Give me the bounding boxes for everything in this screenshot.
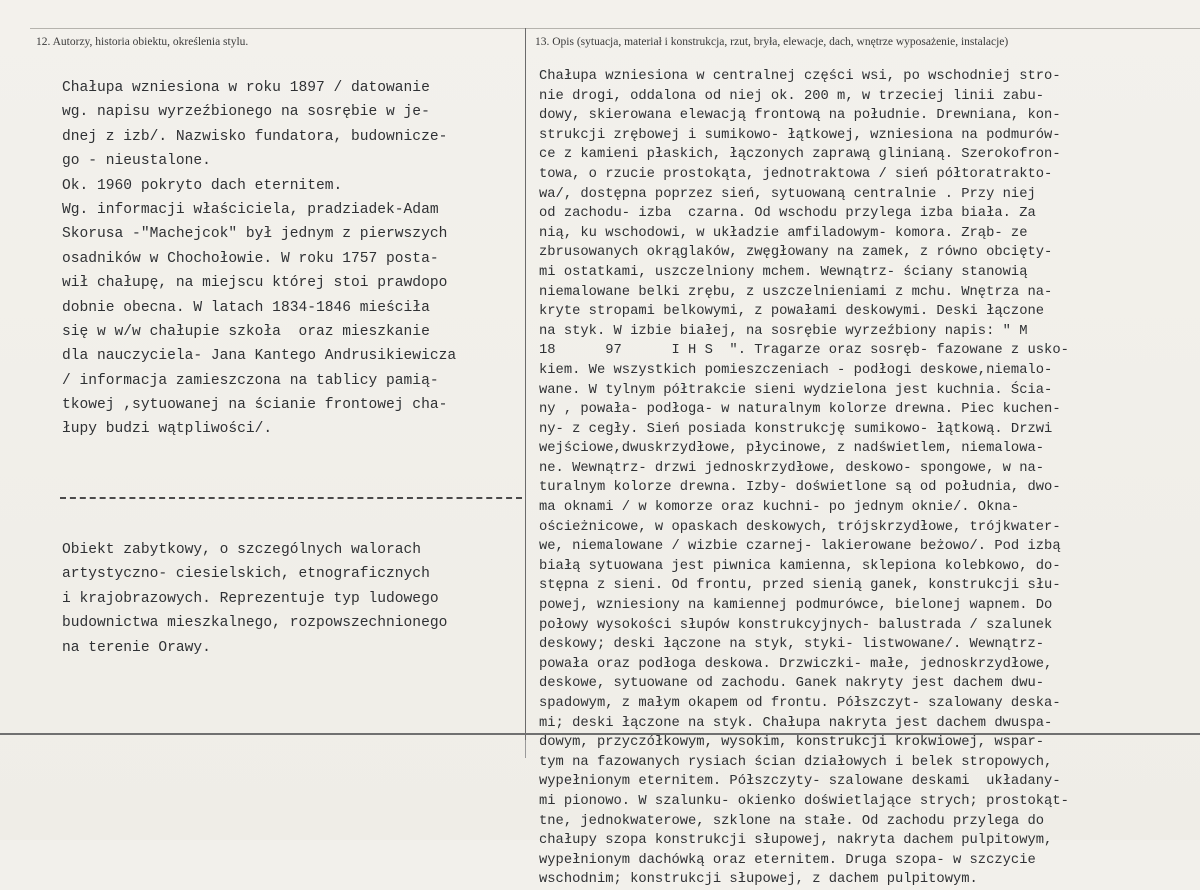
text-line: wschodnim; konstrukcji słupowej, z dachem pulpitowym. <box>539 872 978 888</box>
text-line: niemalowane belki zrębu, z uszczelnieniami z mchu. Wnętrza na- <box>539 284 1053 300</box>
text-line: mi ostatkami, uszczelniony mchem. Wewnątrz- ściany stanowią <box>539 264 1028 280</box>
text-line: wg. napisu wyrzeźbionego na sosrębie w je- <box>62 104 430 121</box>
top-rule <box>30 28 1200 29</box>
description-text-block <box>539 67 1069 890</box>
text-line: wypełnionym dachówką oraz eternitem. Druga szopa- w szczycie <box>539 852 1036 868</box>
section-12-header: 12. Autorzy, historia obiektu, określenia stylu. <box>36 36 249 48</box>
text-line: osadników w Chochołowie. W roku 1757 posta- <box>62 250 439 267</box>
text-line: kiem. We wszystkich pomieszczeniach - podłogi deskowe,niemalo- <box>539 362 1053 378</box>
column-divider <box>525 28 526 740</box>
text-line: deskowe, sytuowane od zachodu. Ganek nakryty jest dachem dwu- <box>539 676 1045 692</box>
text-line: chałupy szopa konstrukcji słupowej, nakryta dachem pulpitowym, <box>539 833 1053 849</box>
text-line: wił chałupę, na miejscu której stoi prawdopo <box>62 275 448 292</box>
text-line: wa/, dostępna poprzez sień, sytuowaną centralnie . Przy niej <box>539 186 1036 202</box>
text-line: na terenie Orawy. <box>62 639 211 656</box>
text-line: Obiekt zabytkowy, o szczególnych walorach <box>62 542 422 558</box>
text-line: ościeżnicowe, w opaskach deskowych, trójskrzydłowe, trójkwater- <box>539 519 1061 535</box>
text-line: spadowym, z małym okapem od frontu. Półszczyt- szalowany deska- <box>539 696 1061 711</box>
text-line: białą sytuowana jest piwnica kamienna, sklepiona kolebkowo, do- <box>539 558 1061 574</box>
text-line: dla nauczyciela- Jana Kantego Andrusikiewicza <box>62 348 457 365</box>
text-line: mi pionowo. W szalunku- okienko doświetlające strych; prostokąt- <box>539 793 1069 809</box>
dashed-separator <box>60 497 522 499</box>
text-line: Ok. 1960 pokryto dach eternitem. <box>62 177 343 194</box>
text-line: turalnym kolorze drewna. Izby- doświetlone są od południa, dwo- <box>539 480 1061 496</box>
text-line: Chałupa wzniesiona w roku 1897 / datowanie <box>62 80 430 96</box>
text-line: we, niemalowane / wizbie czarnej- lakierowane beżowo/. Pod izbą <box>539 539 1061 555</box>
section-13-header: 13. Opis (sytuacja, materiał i konstrukcja, rzut, bryła, elewacje, dach, wnętrze wyposażenie, instalacje) <box>535 36 1009 48</box>
text-line: i krajobrazowych. Reprezentuje typ ludowego <box>62 590 439 607</box>
text-line: 18 97 I H S ". Tragarze oraz sosręb- fazowane z usko- <box>539 343 1069 359</box>
text-line: połowy wysokości słupów konstrukcyjnych- balustrada / szalunek <box>539 617 1053 633</box>
text-line: dobnie obecna. W latach 1834-1846 mieściła <box>62 299 430 316</box>
text-line: ny , powała- podłoga- w naturalnym kolorze drewna. Piec kuchen- <box>539 402 1061 418</box>
text-line: deskowy; deski łączone na styk, styki- listwowane/. Wewnątrz- <box>539 637 1045 653</box>
text-line: od zachodu- izba czarna. Od wschodu przylega izba biała. Za <box>539 206 1036 222</box>
history-text-block <box>62 76 456 442</box>
assessment-text-block <box>62 538 447 660</box>
text-line: powej, wzniesiony na kamiennej podmurówce, bielonej wapnem. Do <box>539 598 1053 614</box>
text-line: Chałupa wzniesiona w centralnej części wsi, po wschodniej stro- <box>539 69 1061 84</box>
text-line: strukcji zrębowej i sumikowo- łątkowej, wzniesiona na podmurów- <box>539 127 1061 143</box>
text-line: tkowej ,sytuowanej na ścianie frontowej cha- <box>62 397 448 414</box>
text-line: ce z kamieni płaskich, łączonych zaprawą glinianą. Szerokofron- <box>539 147 1061 163</box>
text-line: wypełnionym eternitem. Półszczyty- szalowane deskami układany- <box>539 774 1061 790</box>
text-line: na styk. W izbie białej, na sosrębie wyrzeźbiony napis: " M <box>539 323 1028 339</box>
text-line: wejściowe,dwuskrzydłowe, płycinowe, z nadświetlem, niemalowa- <box>539 441 1045 457</box>
text-line: łupy budzi wątpliwości/. <box>62 421 273 438</box>
text-line: mi; deski łączone na styk. Chałupa nakryta jest dachem dwuspa- <box>539 715 1053 731</box>
text-line: budownictwa mieszkalnego, rozpowszechnionego <box>62 615 448 632</box>
text-line: tne, jednokwaterowe, szklone na stałe. Od zachodu przylega do <box>539 813 1045 829</box>
text-line: nią, ku wschodowi, w układzie amfiladowym- komora. Zrąb- ze <box>539 225 1028 241</box>
text-line: Skorusa -"Machejcok" był jednym z pierwszych <box>62 226 448 243</box>
text-line: ma oknami / w komorze oraz kuchni- po jednym oknie/. Okna- <box>539 500 1020 516</box>
text-line: towa, o rzucie prostokąta, jednotraktowa / sień półtoratrakto- <box>539 166 1053 182</box>
text-line: dowy, skierowana elewacją frontową na południe. Drewniana, kon- <box>539 108 1061 124</box>
text-line: ny- z cegły. Sień posiada konstrukcję sumikowo- łątkową. Drzwi <box>539 421 1053 437</box>
text-line: ne. Wewnątrz- drzwi jednoskrzydłowe, deskowo- spongowe, w na- <box>539 460 1045 476</box>
text-line: wane. W tylnym półtrakcie sieni wydzielona jest kuchnia. Ścia- <box>539 382 1053 398</box>
text-line: artystyczno- ciesielskich, etnograficznych <box>62 566 430 583</box>
text-line: zbrusowanych okrąglaków, zwęgłowany na zamek, z równo obcięty- <box>539 245 1053 261</box>
text-line: go - nieustalone. <box>62 153 211 170</box>
column-divider-extension <box>525 740 526 758</box>
text-line: stępna z sieni. Od frontu, przed sienią ganek, konstrukcji słu- <box>539 578 1061 594</box>
text-line: dnej z izb/. Nazwisko fundatora, budowniczе- <box>62 128 448 145</box>
text-line: kryte stropami belkowymi, z powałami deskowymi. Deski łączone <box>539 304 1045 320</box>
text-line: powała oraz podłoga deskowa. Drzwiczki- małe, jednoskrzydłowe, <box>539 656 1053 672</box>
text-line: nie drogi, oddalona od niej ok. 200 m, w trzeciej linii zabu- <box>539 88 1045 104</box>
text-line: się w w/w chałupie szkoła oraz mieszkanie <box>62 323 430 340</box>
text-line: Wg. informacji właściciela, pradziadek-Adam <box>62 201 439 218</box>
text-line: / informacja zamieszczona na tablicy pamią- <box>62 372 439 389</box>
text-line: dowym, przyczółkowym, wysokim, konstrukcji krokwiowej, wspar- <box>539 735 1045 751</box>
text-line: tym na fazowanych rysiach ścian działowych i belek stropowych, <box>539 754 1053 770</box>
